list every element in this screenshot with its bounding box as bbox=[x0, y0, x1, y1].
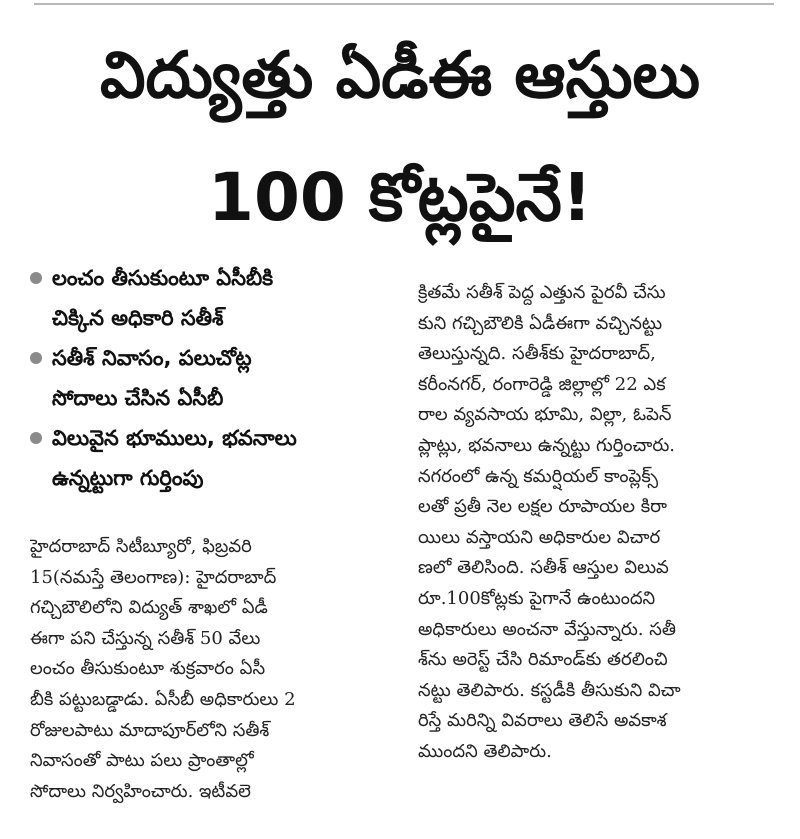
article-line: కుని గచ్చిబౌలికి ఏడీఈగా వచ్చినట్టు bbox=[418, 312, 663, 334]
highlight-item bbox=[30, 258, 402, 338]
article-line: నట్టు తెలిపారు. కస్టడీకి తీసుకుని విచా bbox=[418, 679, 681, 701]
bullet-dot-icon bbox=[30, 272, 42, 284]
article-line: నగరంలో ఉన్న కమర్షియల్ కాంప్లెక్స్ bbox=[418, 465, 659, 487]
article-line: 15(నమస్తే తెలంగాణ): హైదరాబాద్ bbox=[30, 566, 277, 588]
article-line: యిలు వస్తాయని అధికారుల విచార bbox=[418, 526, 661, 548]
headline-line-2: 100 కోట్లపైనే! bbox=[208, 159, 592, 236]
article-line: ణలో తెలిసింది. సతీశ్ ఆస్తుల విలువ bbox=[418, 557, 669, 579]
article-line: రాల వ్యవసాయ భూమి, విల్లా, ఓపెన్ bbox=[418, 404, 672, 426]
bullet-dot-icon bbox=[30, 432, 42, 444]
article-column-left bbox=[30, 532, 402, 839]
article-line: రూ.100కోట్లకు పైగానే ఉంటుందని bbox=[418, 587, 656, 609]
headline-line-1: విద్యుత్తు ఏడీఈ ఆస్తులు bbox=[99, 39, 701, 113]
highlight-item bbox=[30, 418, 402, 498]
article-line: నివాసంతో పాటు పలు ప్రాంతాల్లో bbox=[30, 750, 254, 772]
article-line: ముందని తెలిపారు. bbox=[418, 740, 552, 762]
highlight-text: సతీశ్ నివాసం, పలుచోట్ల సోదాలు చేసిన ఏసీబీ bbox=[52, 346, 252, 410]
article-line: బీకి పట్టుబడ్డాడు. ఏసీబీ అధికారులు 2 bbox=[30, 688, 296, 710]
article-line: అధికారులు అంచనా వేస్తున్నారు. సతీ bbox=[418, 618, 676, 640]
article-line: తెలుస్తున్నది. సతీశ్‌కు హైదరాబాద్, bbox=[418, 343, 656, 365]
highlight-text: లంచం తీసుకుంటూ ఏసీబీకి చిక్కిన అధికారి సతీశ్ bbox=[52, 266, 274, 330]
article-line: ఈగా పని చేస్తున్న సతీశ్ 50 వేలు bbox=[30, 627, 261, 649]
highlight-text: విలువైన భూములు, భవనాలు ఉన్నట్టుగా గుర్తింపు bbox=[52, 426, 297, 490]
top-rule bbox=[34, 0, 774, 5]
highlights-list bbox=[30, 258, 402, 498]
article-line: హైదరాబాద్ సిటీబ్యూరో, ఫిబ్రవరి bbox=[30, 536, 252, 557]
article-line: రిస్తే మరిన్ని వివరాలు తెలిసే అవకాశ bbox=[418, 710, 667, 732]
article-line: లతో ప్రతీ నెల లక్షల రూపాయల కిరా bbox=[418, 496, 667, 518]
bullet-dot-icon bbox=[30, 352, 42, 364]
article-column-right bbox=[418, 278, 778, 839]
article-line: శ్‌ను అరెస్ట్ చేసి రిమాండ్‌కు తరలించి bbox=[418, 649, 668, 671]
article-line: కరీంనగర్, రంగారెడ్డి జిల్లాల్లో 22 ఎక bbox=[418, 373, 666, 395]
article-line: ప్లాట్లు, భవనాలు ఉన్నట్టు గుర్తించారు. bbox=[418, 434, 676, 456]
article-line: సోదాలు నిర్వహించారు. ఇటీవలె bbox=[30, 780, 251, 802]
article-line: గచ్చిబౌలిలోని విద్యుత్ శాఖలో ఏడీ bbox=[30, 597, 268, 619]
article-line: రోజులపాటు మాదాపూర్‌లోని సతీశ్ bbox=[30, 719, 270, 741]
highlight-item bbox=[30, 338, 402, 418]
article-line: లంచం తీసుకుంటూ శుక్రవారం ఏసీ bbox=[30, 658, 266, 680]
article-line: క్రితమే సతీశ్ పెద్ద ఎత్తున పైరవీ చేసు bbox=[418, 282, 666, 303]
